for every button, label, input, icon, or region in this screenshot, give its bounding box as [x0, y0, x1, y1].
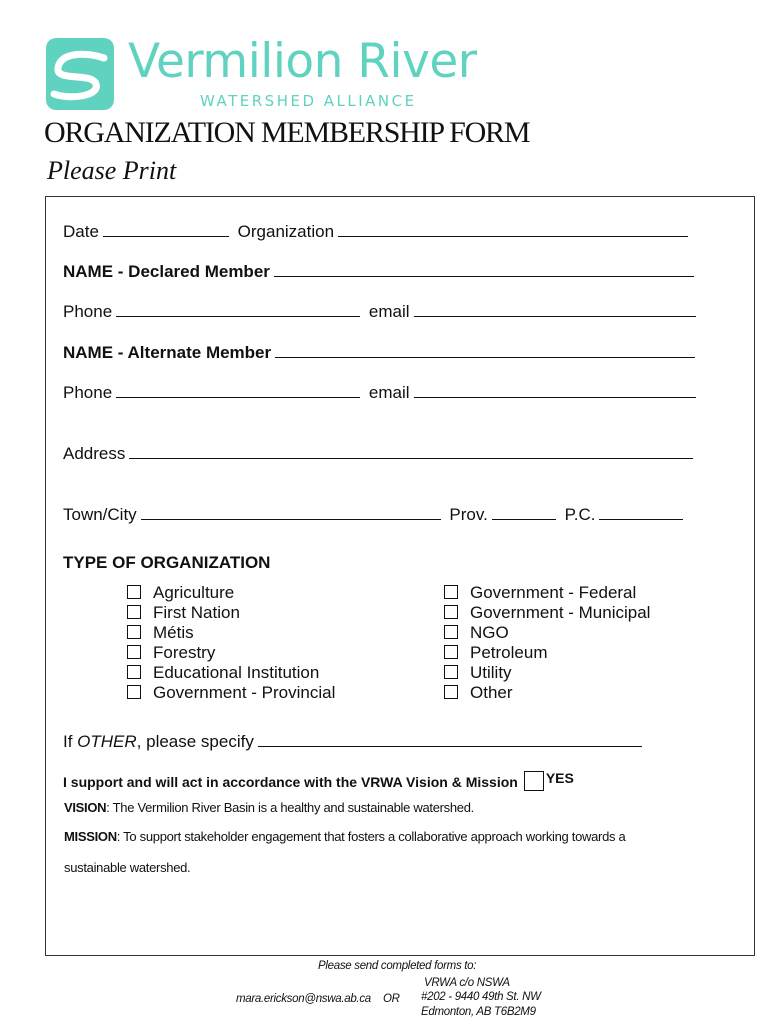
address-label: Address [63, 444, 126, 463]
org-type-option[interactable]: Utility [444, 663, 650, 683]
checkbox[interactable] [127, 685, 141, 699]
checkbox[interactable] [444, 585, 458, 599]
yes-label: YES [545, 770, 574, 786]
org-type-option[interactable]: Government - Municipal [444, 603, 650, 623]
date-field[interactable] [103, 222, 229, 237]
org-type-option[interactable]: NGO [444, 623, 650, 643]
org-type-option[interactable]: Agriculture [127, 583, 335, 603]
alternate-member-label: NAME - Alternate Member [63, 343, 272, 362]
declared-member-row [63, 262, 698, 282]
org-type-option[interactable]: First Nation [127, 603, 335, 623]
org-type-option[interactable]: Government - Federal [444, 583, 650, 603]
town-row [63, 505, 687, 525]
other-specify-row: If OTHER, please specify [63, 732, 646, 752]
org-type-option[interactable]: Petroleum [444, 643, 650, 663]
date-row [63, 222, 692, 242]
declared-member-field[interactable] [274, 262, 694, 277]
prov-label: Prov. [449, 505, 488, 524]
or-text: OR [383, 993, 400, 1005]
pc-label: P.C. [564, 505, 596, 524]
checkbox[interactable] [444, 665, 458, 679]
alternate-member-field[interactable] [275, 343, 695, 358]
org-type-option[interactable]: Métis [127, 623, 335, 643]
phone-label: Phone [63, 383, 113, 402]
address-row [63, 444, 697, 464]
form-subtitle: Please Print [47, 156, 177, 185]
email-label: email [368, 383, 410, 402]
org-type-option[interactable]: Forestry [127, 643, 335, 663]
email-label: email [368, 302, 410, 321]
support-row [63, 770, 574, 791]
support-statement: I support and will act in accordance with the VRWA Vision & Mission [63, 774, 518, 790]
prov-field[interactable] [492, 505, 556, 520]
org-type-heading: TYPE OF ORGANIZATION [63, 553, 271, 572]
checkbox[interactable] [127, 625, 141, 639]
send-instruction: Please send completed forms to: [318, 960, 477, 972]
phone-email-row-2 [63, 383, 700, 403]
date-label: Date [63, 222, 99, 241]
alternate-member-row [63, 343, 699, 363]
river-s-icon [46, 38, 114, 110]
mailing-address-line: VRWA c/o NSWA [424, 977, 510, 989]
checkbox[interactable] [127, 585, 141, 599]
pc-field[interactable] [599, 505, 683, 520]
mailing-address-line: #202 - 9440 49th St. NW [421, 991, 541, 1003]
form-title: ORGANIZATION MEMBERSHIP FORM [44, 116, 530, 149]
address-field[interactable] [129, 444, 693, 459]
organization-label: Organization [237, 222, 335, 241]
brand-name: Vermilion River [128, 34, 477, 89]
town-field[interactable] [141, 505, 441, 520]
org-type-right-list [444, 583, 650, 703]
phone-label: Phone [63, 302, 113, 321]
mission-statement-cont: sustainable watershed. [64, 860, 191, 875]
org-type-left-list [127, 583, 335, 703]
town-label: Town/City [63, 505, 137, 524]
vision-statement: VISION: The Vermilion River Basin is a healthy and sustainable watershed. [64, 800, 474, 815]
phone-field[interactable] [116, 383, 360, 398]
contact-email[interactable]: mara.erickson@nswa.ab.ca [236, 993, 371, 1005]
phone-email-row-1 [63, 302, 700, 322]
mission-statement: MISSION: To support stakeholder engagement that fosters a collaborative approach working towards a [64, 829, 626, 844]
checkbox[interactable] [127, 665, 141, 679]
organization-field[interactable] [338, 222, 688, 237]
email-field[interactable] [414, 302, 696, 317]
other-specify-field[interactable] [258, 732, 642, 747]
org-type-option[interactable]: Educational Institution [127, 663, 335, 683]
mailing-address-line: Edmonton, AB T6B2M9 [421, 1006, 536, 1018]
checkbox[interactable] [444, 605, 458, 619]
org-type-option[interactable]: Other [444, 683, 650, 703]
checkbox[interactable] [444, 645, 458, 659]
phone-field[interactable] [116, 302, 360, 317]
brand-subtitle: WATERSHED ALLIANCE [200, 92, 417, 110]
checkbox[interactable] [444, 685, 458, 699]
email-field[interactable] [414, 383, 696, 398]
checkbox[interactable] [127, 605, 141, 619]
org-type-option[interactable]: Government - Provincial [127, 683, 335, 703]
declared-member-label: NAME - Declared Member [63, 262, 270, 281]
yes-checkbox[interactable] [524, 771, 544, 791]
checkbox[interactable] [127, 645, 141, 659]
checkbox[interactable] [444, 625, 458, 639]
